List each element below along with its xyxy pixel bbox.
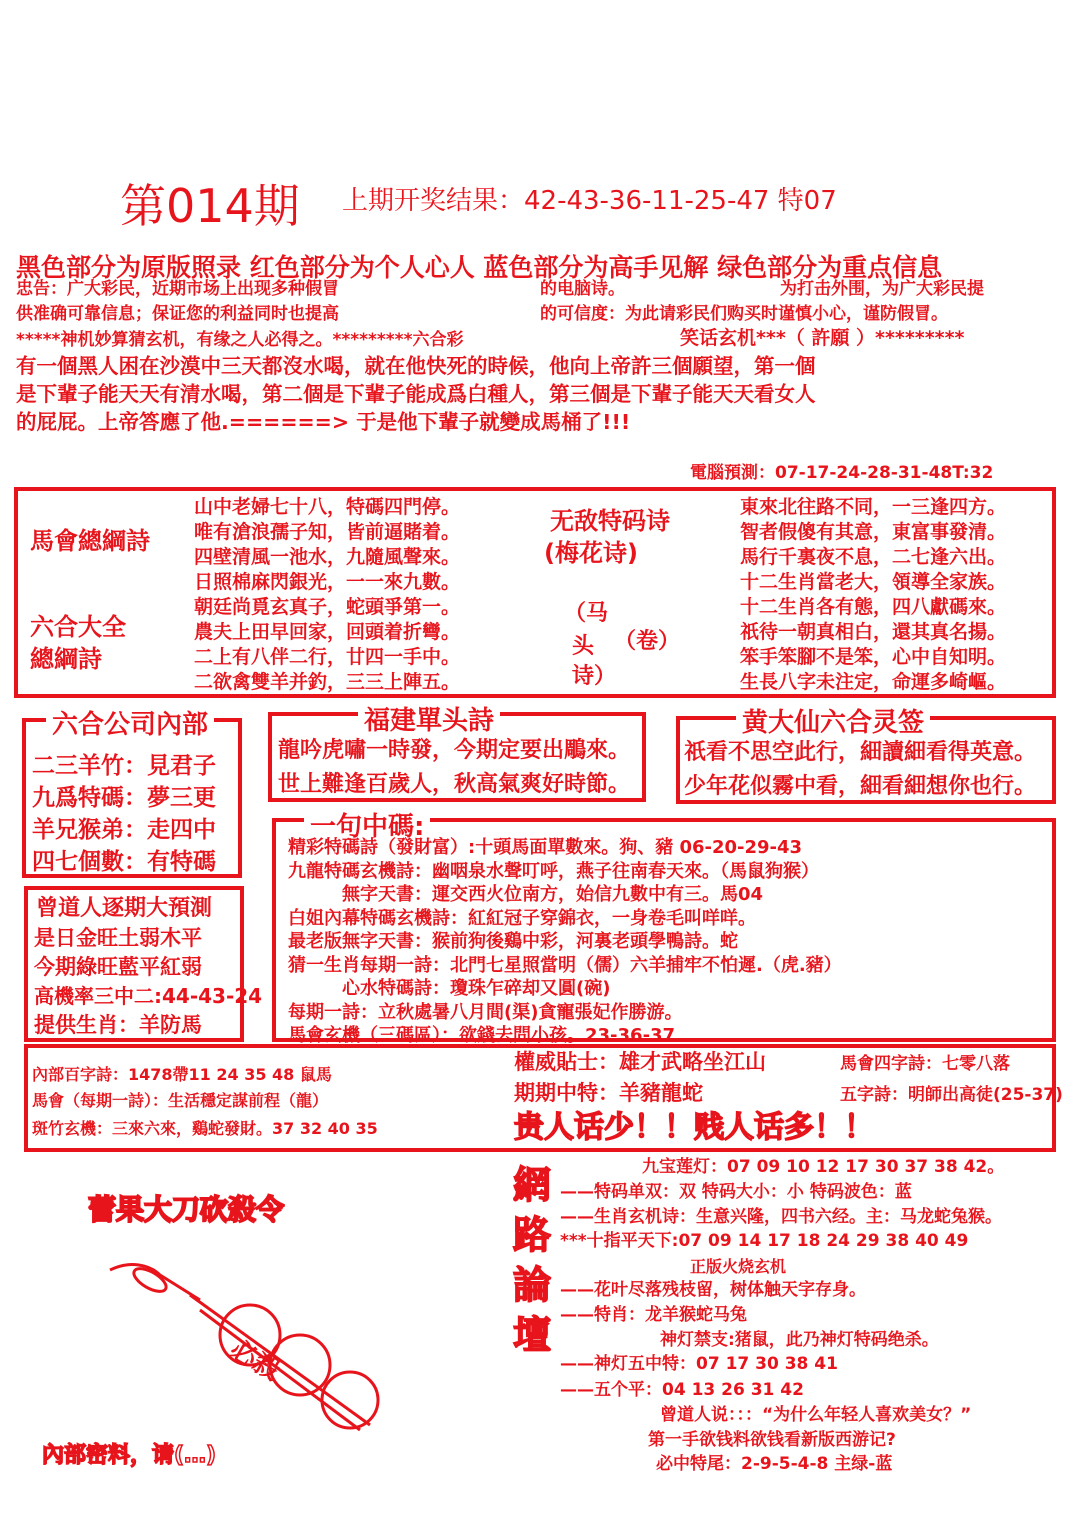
- joke-title-right: 笑话玄机***（ 許願 ）*********: [680, 327, 965, 349]
- wong-line: 少年花似霧中看，細看細想你也行。: [684, 774, 1037, 799]
- one-sentence-title: 一句中碼:: [304, 806, 430, 843]
- zeng-box: [24, 886, 263, 1042]
- poem-line: 二上有八伴二行，廿四一手中。: [194, 646, 461, 668]
- company-line: 四七個數：有特碼: [32, 849, 216, 875]
- clue-line: 每期一詩：立秋處暑八月間(渠)貪寵張妃作勝游。: [288, 1001, 683, 1023]
- poem-line: 十二生肖當老大，領導全家族。: [740, 571, 1007, 593]
- mid-c: 诗）: [572, 664, 617, 689]
- fujian-box: [268, 706, 646, 802]
- mid-sub: (梅花诗): [544, 539, 638, 567]
- notice-2: 的电脑诗。: [540, 279, 625, 299]
- company-line: 二三羊竹：見君子: [32, 753, 216, 779]
- issue-number: 第014期: [120, 179, 300, 233]
- notice-4: 供准确可靠信息；保证您的利益同时也提高: [16, 304, 339, 324]
- forum-line: 第一手欲钱料欲钱看新版西游记?: [648, 1430, 896, 1450]
- zeng-line: 提供生肖：羊防馬: [34, 1013, 202, 1037]
- joke-title-left: *****神机妙算猜玄机，有缘之人必得之。*********六合彩: [16, 330, 464, 350]
- clue-line: 九龍特碼玄機詩：幽咽泉水聲叮呼，燕子往南春天來。（馬鼠狗猴）: [288, 860, 819, 882]
- poem-line: 十二生肖各有態，四八獻碼來。: [740, 596, 1007, 618]
- poem-label: 六合大全: [30, 613, 126, 641]
- poem-line: 生長八字未注定，命運多崎嶇。: [740, 671, 1007, 693]
- notice-5: 的可信度：为此请彩民们购买时谨慎小心，谨防假冒。: [540, 304, 948, 324]
- company-line: 羊兄猴弟：走四中: [32, 817, 216, 843]
- joke-line: 的屁屁。上帝答應了他.======> 于是他下輩子就變成馬桶了!!!: [16, 410, 631, 434]
- notice-3: 为打击外围，为广大彩民提: [780, 279, 984, 299]
- poem-line: 東來北往路不同，一三逢四方。: [740, 496, 1007, 518]
- fujian-title: 福建單头詩: [358, 700, 500, 737]
- last-result: 上期开奖结果：42-43-36-11-25-47 特07: [342, 186, 837, 216]
- clue-line: 無字天書：運交西火位南方，始信九數中有三。馬04: [288, 884, 764, 905]
- poem-line: 智者假傻有其意，東富事發清。: [740, 521, 1007, 543]
- forum-line: 必中特尾：2-9-5-4-8 主绿-蓝: [656, 1454, 893, 1474]
- wong-line: 祇看不思空此行，細讀細看得英意。: [684, 740, 1037, 765]
- bottom-left-line: 馬會（每期一詩）：生活穩定謀前程（龍）: [32, 1091, 329, 1110]
- clue-line: 馬會玄機（三碼區）：欲錢去問小孩。23-36-37: [288, 1025, 676, 1046]
- bottom-left-line: 內部百字詩：1478帶11 24 35 48 鼠馬: [32, 1065, 332, 1084]
- poem-left-lines: [194, 495, 460, 695]
- forum-char: 網: [513, 1163, 552, 1207]
- mid-b: 头: [572, 634, 595, 659]
- forum-line: 曾道人说：：：“为什么年轻人喜欢美女？”: [660, 1405, 972, 1425]
- poem-line: 朝廷尚覓玄真子，蛇頭爭第一。: [194, 596, 461, 618]
- color-legend: 黑色部分为原版照录 红色部分为个人心人 蓝色部分为高手见解 绿色部分为重点信息: [16, 253, 943, 282]
- notice-1: 忠告：广大彩民，近期市场上出现多种假冒: [16, 279, 339, 299]
- forum-line: ——花叶尽落残枝留，树体触天字存身。: [560, 1280, 866, 1300]
- wong-title: 黄大仙六合灵签: [736, 702, 930, 739]
- clue-line: 心水特碼詩：瓊珠乍碎却又圓(碗): [288, 978, 611, 999]
- tips: 權威貼士：雄才武略坐江山: [514, 1050, 766, 1074]
- wong-box: [676, 708, 1056, 804]
- mid-d: （卷）: [614, 629, 681, 654]
- poem-line: 馬行千裏夜不息，二七逢六出。: [740, 546, 1007, 568]
- forum-char: 壇: [513, 1313, 552, 1357]
- fujian-line: 龍吟虎嘯一時發，今期定要出鵰來。: [278, 738, 631, 763]
- forum-line: 神灯禁支:猪鼠，此乃神灯特码绝杀。: [660, 1330, 939, 1350]
- poem-line: 四壁清風一池水，九隨風聲來。: [194, 546, 461, 568]
- clue-line: 精彩特碼詩（發財富）:十頭馬面單數來。狗、豬 06-20-29-43: [288, 837, 803, 858]
- sword-caption: 內部密料，请(…): [42, 1443, 217, 1468]
- fujian-line: 世上難逢百歲人，秋高氣爽好時節。: [278, 772, 631, 797]
- poem-line: 日照棉麻閃銀光，一一來九數。: [194, 571, 461, 593]
- zeng-title: 曾道人逐期大預測: [36, 896, 213, 921]
- poem-label: 總綱詩: [30, 645, 102, 673]
- poem-line: 山中老婦七十八，特碼四門停。: [194, 496, 461, 518]
- forum-line: ——特肖：龙羊猴蛇马兔: [560, 1305, 747, 1325]
- poem-line: 祇待一朝真相白，還其真名揚。: [740, 621, 1007, 643]
- forum-char: 論: [513, 1263, 552, 1307]
- forum-line: ——五个平：04 13 26 31 42: [560, 1380, 804, 1400]
- company-title: 六合公司內部: [46, 704, 214, 741]
- company-line: 九爲特碼：夢三更: [32, 785, 216, 811]
- poem-line: 笨手笨腳不是笨，心中自知明。: [740, 646, 1007, 668]
- slogan: 贵人话少！！贱人话多！！: [514, 1110, 874, 1145]
- forum-line: ——特码单双：双 特码大小：小 特码波色：蓝: [560, 1182, 912, 1202]
- bottom-box: [24, 1044, 1063, 1152]
- poem-right-lines: [740, 495, 1006, 695]
- poem-line: 農夫上田早回家，回頭着折彎。: [194, 621, 461, 643]
- clue-line: 白姐內幕特碼玄機詩：紅紅冠子穿錦衣，一身卷毛叫咩咩。: [288, 907, 756, 929]
- forum-line: ——神灯五中特：07 17 30 38 41: [560, 1354, 838, 1374]
- company-box: [22, 710, 242, 878]
- clue-line: 猜一生肖每期一詩：北門七星照當明（儒）六羊捕牢不怕遲.（虎.豬）: [288, 954, 842, 976]
- joke-line: 有一個黑人困在沙漠中三天都沒水喝，就在他快死的時候，他向上帝許三個願望，第一個: [16, 354, 816, 378]
- forum-line: ***十指平天下:07 09 14 17 18 24 29 38 40 49: [560, 1231, 969, 1251]
- zeng-line: 是日金旺土弱木平: [34, 926, 202, 950]
- mid-a: （马: [564, 601, 609, 626]
- mid-title: 无敌特码诗: [550, 507, 670, 535]
- one-sentence-box: [272, 812, 1056, 1046]
- five-char-poem: 五字詩：明師出高徒(25-37): [840, 1085, 1063, 1105]
- sword-title: 蕾果大刀砍殺令: [88, 1193, 285, 1226]
- four-char-poem: 馬會四字詩：七零八落: [840, 1054, 1010, 1074]
- poem-box: [14, 487, 1056, 698]
- zeng-line: 今期綠旺藍平紅弱: [34, 955, 202, 979]
- forum-line: 正版火烧玄机: [690, 1257, 787, 1276]
- forum-line: 九宝莲灯：07 09 10 12 17 30 37 38 42。: [642, 1157, 1005, 1177]
- special-zodiac: 期期中特：羊豬龍蛇: [514, 1081, 703, 1105]
- forum-line: ——生肖玄机诗：生意兴隆，四书六经。主：马龙蛇兔猴。: [560, 1207, 1002, 1227]
- poem-line: 二欲禽雙羊并釣，三三上陣五。: [194, 671, 461, 693]
- one-sentence-lines: [288, 836, 842, 1048]
- clue-line: 最老版無字天書：猴前狗後鷄中彩，河裏老頭學鴨詩。蛇: [288, 931, 738, 952]
- forum-title: [513, 1160, 553, 1360]
- sword-seal: 必殺: [224, 1334, 285, 1387]
- joke-line: 是下輩子能天天有清水喝，第二個是下輩子能成爲白種人，第三個是下輩子能天天看女人: [16, 382, 816, 406]
- poem-line: 唯有滄浪孺子知，皆前逼賭着。: [194, 521, 461, 543]
- computer-prediction: 電腦預測：07-17-24-28-31-48T:32: [690, 463, 994, 483]
- bottom-left-line: 斑竹玄機：三來六來，鷄蛇發財。37 32 40 35: [32, 1119, 378, 1138]
- poem-label: 馬會總綱詩: [30, 527, 150, 555]
- zeng-line: 高機率三中二:44-43-24: [34, 984, 263, 1008]
- forum-char: 路: [513, 1213, 552, 1257]
